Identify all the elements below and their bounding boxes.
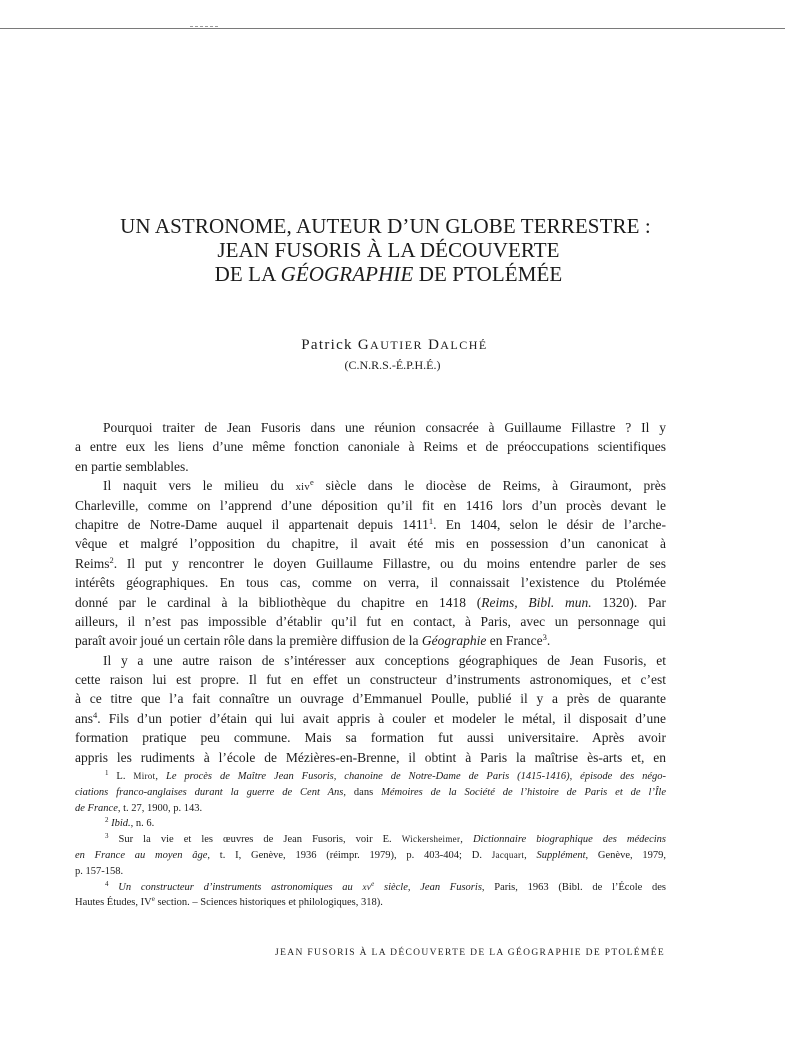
footnote-1-end: de France, t. 27, 1900, p. 143.	[75, 802, 203, 814]
footnote-ref-1: 1	[428, 515, 434, 526]
title-line-3-start: DE LA	[214, 262, 281, 286]
footnote-ref-2: 2	[109, 554, 114, 565]
affiliation-text: (C.N.R.S.-É.P.H.É.)	[344, 358, 441, 372]
footnote-3-end: p. 157-158.	[75, 865, 124, 877]
footnote-ref-4: 4	[93, 709, 98, 720]
footnote-4-end: Hautes Études, IVe section. – Sciences historiques et philologiques, 318).	[75, 895, 383, 909]
body-line: appris les rudiments à l’école de Mézières-en-Brenne, il obtint à Paris la maîtrise ès-arts et, en	[75, 749, 666, 765]
title-line-3-end: DE PTOLÉMÉE	[413, 262, 563, 286]
body-line: donné par le cardinal à la bibliothèque du chapitre en 1418 (Reims, Bibl. mun. 1320). Par	[75, 594, 666, 610]
author-last-cap1: G	[357, 337, 371, 353]
body-line: intérêts géographiques. En tous cas, comme on verra, il connaissait l’existence du Ptolémée	[75, 575, 666, 591]
running-footer: JEAN FUSORIS À LA DÉCOUVERTE DE LA GÉOGRAPHIE DE PTOLÉMÉE	[275, 948, 665, 958]
body-line: formation pratique peu commune. Mais sa formation fut aussi universitaire. Après avoir	[75, 730, 666, 746]
body-line: Charleville, comme on l’apprend d’une déposition qu’il fit en 1416 lors d’un procès devant le	[75, 497, 666, 513]
body-line: à ce titre que l’a fait connaître un ouvrage d’Emmanuel Poulle, publié il y a près de quarante	[75, 691, 666, 707]
footnote-2: $^2$ Ibid., n. 6.	[105, 816, 155, 830]
author-first-name: Patrick	[301, 337, 358, 353]
title-italic-geographie: GÉOGRAPHIE	[280, 262, 414, 286]
body-line: Il naquit vers le milieu du xiv$^e$ siècle dans le diocèse de Reims, à Giraumont, près	[103, 477, 666, 494]
author-affiliation	[0, 358, 785, 373]
footnote-3: $^3$ Sur la vie et les œuvres de Jean Fusoris, voir E. Wickersheimer, Dictionnaire biographique des médecins	[105, 832, 667, 846]
title-line-2: JEAN FUSORIS À LA DÉCOUVERTE	[217, 238, 560, 262]
author-last-rest1: AUTIER	[370, 338, 424, 352]
body-line: vêque et malgré l’opposition du chapitre, il avait été mis en possession d’un canonicat à	[75, 536, 666, 552]
body-text	[75, 418, 666, 767]
footnote-ref-3: 3	[542, 632, 547, 643]
title-line-3	[0, 262, 781, 286]
body-line: en partie semblables.	[75, 458, 189, 474]
body-line: Pourquoi traiter de Jean Fusoris dans une réunion consacrée à Guillaume Fillastre ? Il y	[103, 420, 666, 435]
author-name	[0, 337, 785, 354]
body-line: Reims$^2$. Il put y rencontrer le doyen Guillaume Fillastre, ou du moins entendre parler de ses	[75, 554, 666, 571]
body-line: a entre eux les liens d’une même fonction canoniale à Reims et de préoccupations scientifiques	[75, 439, 666, 455]
footnote-1: $^1$ L. Mirot, Le procès de Maître Jean Fusoris, chanoine de Notre-Dame de Paris (1415-1416), épisode des négo-	[105, 769, 666, 782]
body-line: ailleurs, il n’est pas impossible d’établir qu’il fut en contact, à Paris, avec un personnage qui	[75, 613, 666, 629]
footnotes	[75, 769, 666, 911]
body-line: chapitre de Notre-Dame auquel il appartenait depuis 1411$^1$. En 1404, selon le désir de l’arche-	[75, 515, 666, 532]
article-title	[0, 214, 785, 286]
body-line: Il y a une autre raison de s’intéresser aux conceptions géographiques de Jean Fusoris, et	[103, 652, 666, 668]
body-line: cette raison lui est propre. Il fut en effet un constructeur d’instruments astronomiques, et c’est	[75, 672, 666, 688]
top-mark	[190, 26, 218, 28]
body-line: paraît avoir joué un certain rôle dans la première diffusion de la Géographie en France$^3$.	[75, 632, 551, 649]
footnote-4: $^4$ Un constructeur d’instruments astronomiques au $xv^e$ siècle, Jean Fusoris, Paris, 1963 (Bibl. de l’École des	[105, 879, 667, 893]
footnote-1-cont: ciations franco-anglaises durant la guerre de Cent Ans, dans Mémoires de la Société de l’histoire de Paris et de l’Île	[75, 786, 667, 798]
body-line: ans$^4$. Fils d’un potier d’étain qui lui avait appris à couler et modeler le métal, il disposait d’une	[75, 709, 666, 726]
author-last-cap2: D	[423, 337, 441, 353]
title-line-1: UN ASTRONOME, AUTEUR D’UN GLOBE TERRESTRE :	[120, 214, 651, 238]
top-rule	[0, 28, 785, 29]
footnote-3-cont: en France au moyen âge, t. I, Genève, 1936 (réimpr. 1979), p. 403-404; D. Jacquart, Supplément, Genève, 1979,	[75, 849, 667, 861]
author-last-rest2: ALCHÉ	[440, 338, 488, 352]
